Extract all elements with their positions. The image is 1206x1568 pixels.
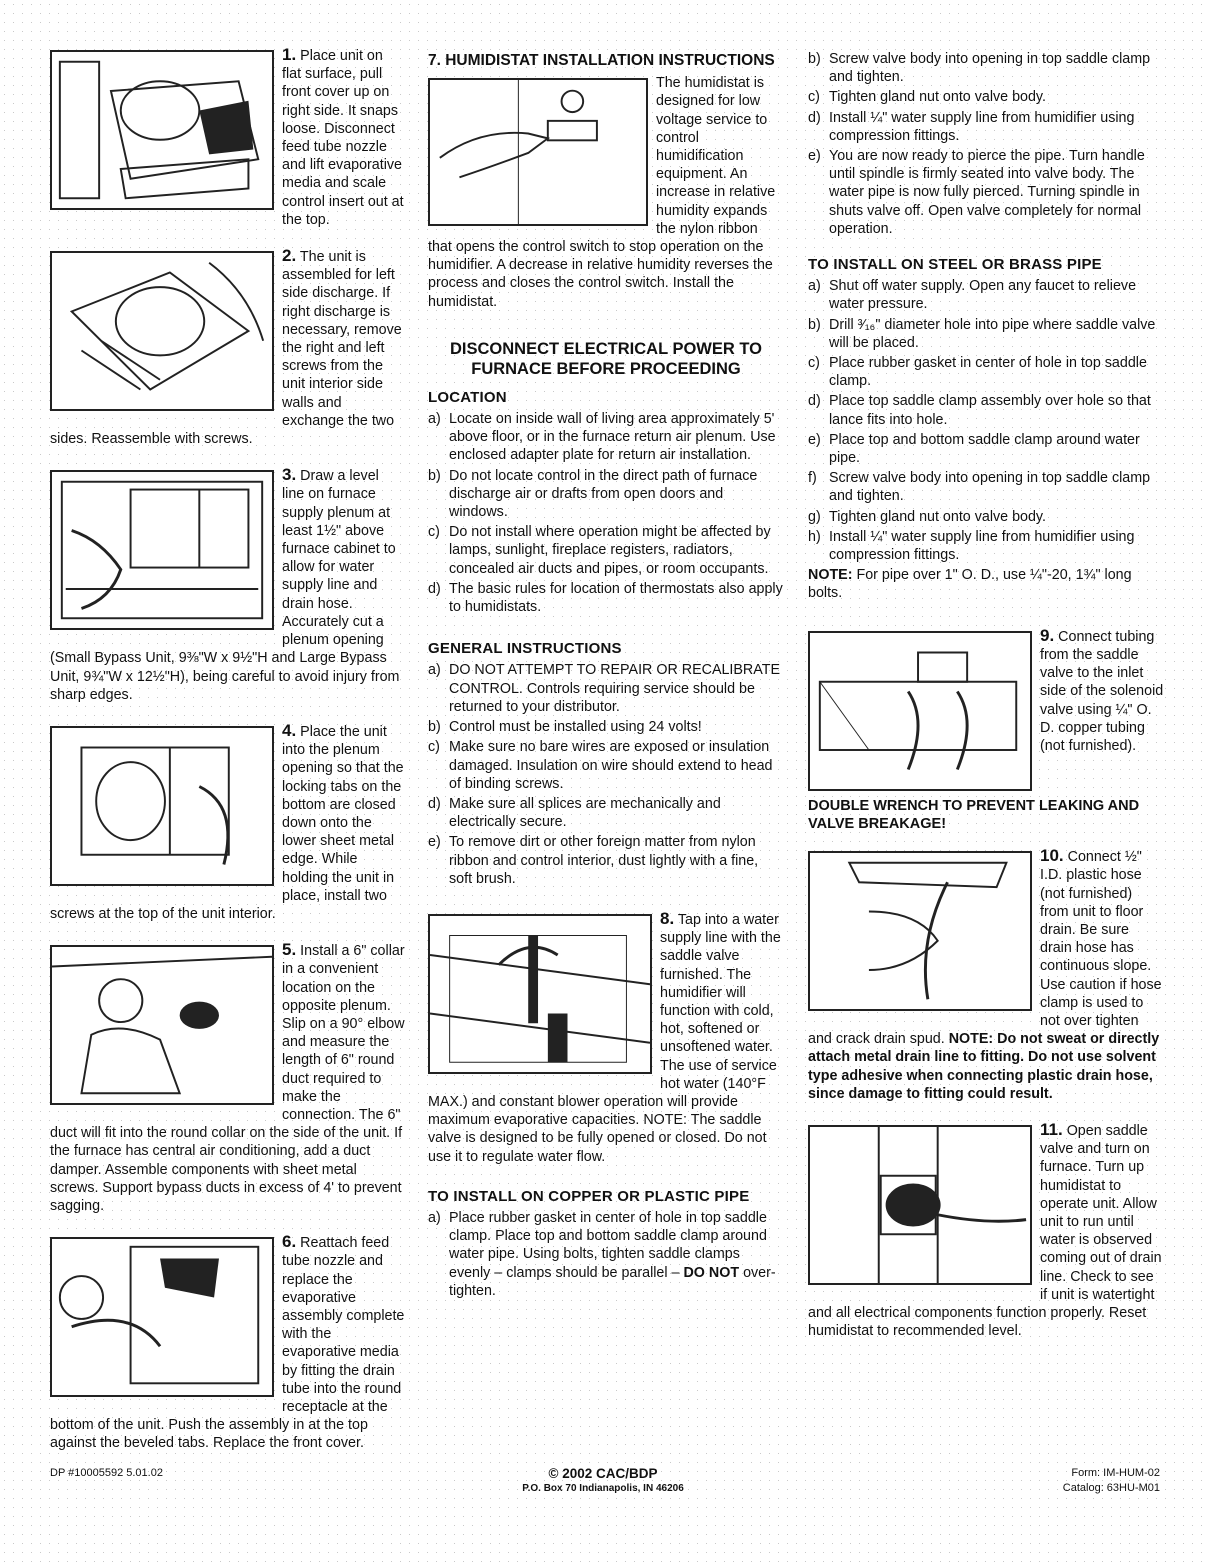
step-10 xyxy=(808,847,1164,1103)
step-2-number: 2. xyxy=(282,247,297,266)
power-warning: DISCONNECT ELECTRICAL POWER TO FURNACE BEFORE PROCEEDING xyxy=(450,339,762,378)
column-middle xyxy=(428,46,784,1302)
step-6-number: 6. xyxy=(282,1233,297,1252)
location-item: d) The basic rules for location of thermostats also apply to humidistats. xyxy=(428,580,783,616)
step-3-illustration xyxy=(50,470,274,630)
steel-item: d) Place top saddle clamp assembly over hole so that lance fits into hole. xyxy=(808,393,1151,428)
location-item: b) Do not locate control in the direct path of furnace discharge air or drafts from open doors and windows. xyxy=(428,467,758,521)
copper-item: e) You are now ready to pierce the pipe. Turn handle until spindle is firmly seated into valve body. The water pipe is now fully pierced. Turning spindle in shuts valve off. Open valve completely for normal operation. xyxy=(808,148,1145,237)
step-6 xyxy=(50,1233,405,1452)
step-3-number: 3. xyxy=(282,466,297,485)
steel-item: c) Place rubber gasket in center of hole in top saddle clamp. xyxy=(808,355,1147,390)
general-item: d) Make sure all splices are mechanically and electrically secure. xyxy=(428,795,721,831)
location-list xyxy=(428,410,784,616)
steel-item: h) Install ¼" water supply line from humidifier using compression fittings. xyxy=(808,528,1135,564)
copper-item: d) Install ¼" water supply line from humidifier using compression fittings. xyxy=(808,109,1135,144)
step-1-illustration xyxy=(50,50,274,210)
humidistat-title: 7. HUMIDISTAT INSTALLATION INSTRUCTIONS xyxy=(428,52,775,69)
general-item: e) To remove dirt or other foreign matter from nylon ribbon and control interior, dust lightly with a fine, soft brush. xyxy=(428,834,759,887)
step-4-text: Place the unit into the plenum opening so that the locking tabs on the bottom are closed down onto the lower sheet metal edge. While holding the unit in place, install two screws at the top of the unit interior. xyxy=(50,723,404,922)
step-7-text: The humidistat is designed for low voltage service to control humidification equipment. An increase in relative humidity expands the nylon ribbon that opens the control switch to stop operation on the humidifier. A decrease in relative humidity reverses the process and closes the control switch. Install the humidistat. xyxy=(428,75,776,310)
step-8-number: 8. xyxy=(660,909,675,928)
step-8-text: Tap into a water supply line with the saddle valve furnished. The humidifier will function with cold, hot, softened or unsoftened water. The use of service hot water (140°F MAX.) and constant blower operation will provide maximum evaporative capacities. NOTE: The saddle valve is designed to be fully opened or closed. Do not use it to regulate water flow. xyxy=(428,911,781,1165)
steel-list xyxy=(808,277,1164,564)
steel-item: e) Place top and bottom saddle clamp around water pipe. xyxy=(808,431,1140,467)
step-4-number: 4. xyxy=(282,721,297,740)
step-8-illustration xyxy=(428,914,652,1074)
step-7 xyxy=(428,74,784,311)
general-list xyxy=(428,661,784,887)
copper-item: c) Tighten gland nut onto valve body. xyxy=(808,89,1046,106)
column-left xyxy=(50,46,405,1471)
copper-list xyxy=(428,1209,784,1300)
step-3 xyxy=(50,466,405,704)
general-heading: GENERAL INSTRUCTIONS xyxy=(428,640,622,658)
catalog-number: Catalog: 63HU-M01 xyxy=(1062,1482,1160,1494)
steel-item: b) Drill ³⁄₁₆" diameter hole into pipe where saddle valve will be placed. xyxy=(808,316,1156,351)
step-1 xyxy=(50,46,405,229)
location-item: c) Do not install where operation might be affected by lamps, sunlight, fireplace registers, radiators, concealed air ducts and pipes, or room occupants. xyxy=(428,524,771,577)
footer-copyright xyxy=(450,1466,756,1496)
double-wrench-warning: DOUBLE WRENCH TO PREVENT LEAKING AND VALVE BREAKAGE! xyxy=(808,797,1140,832)
step-11-text: Open saddle valve and turn on furnace. Turn up humidistat to operate unit. Allow unit to run until water is observed coming out of drain line. Check to see if unit is watertight and all electrical components function properly. Reset humidistat to recommended level. xyxy=(808,1122,1162,1340)
step-4 xyxy=(50,722,405,923)
step-9-text: Connect tubing from the saddle valve to the inlet side of the solenoid valve using ¼" O. D. copper tubing (not furnished). xyxy=(1040,628,1164,754)
step-10-text: Connect ½" I.D. plastic hose (not furnished) from unit to floor drain. Be sure drain hose has continuous slope. Use caution if hose clamp is used to not over tighten and crack drain spud. xyxy=(808,849,1162,1048)
location-heading: LOCATION xyxy=(428,388,507,406)
step-6-text: Reattach feed tube nozzle and replace the evaporative assembly complete with the evaporative media by fitting the drain tube into the round receptacle at the bottom of the unit. Push the assembly in at the top against the beveled tabs. Replace the front cover. xyxy=(50,1235,405,1452)
step-6-illustration xyxy=(50,1237,274,1397)
step-11-illustration xyxy=(808,1125,1032,1285)
step-5-illustration xyxy=(50,945,274,1105)
copper-item: a) Place rubber gasket in center of hole in top saddle clamp. Place top and bottom saddle clamp around water pipe. Using bolts, tighten saddle clamps evenly – clamps should be parallel – DO NOT over-tighten. xyxy=(428,1209,776,1299)
general-item: c) Make sure no bare wires are exposed or insulation damaged. Insulation on wire should extend to head of binding screws. xyxy=(428,739,773,792)
step-10-note: NOTE: Do not sweat or directly attach metal drain line to fitting. Do not use solvent type adhesive when connecting plastic drain hose, since damage to fitting could result. xyxy=(808,1031,1160,1102)
copper-heading: TO INSTALL ON COPPER OR PLASTIC PIPE xyxy=(428,1187,750,1205)
step-1-text: Place unit on flat surface, pull front cover up on right side. It snaps loose. Disconnect feed tube nozzle and lift evaporative media and scale control insert out at the top. xyxy=(282,48,404,228)
step-5-number: 5. xyxy=(282,941,297,960)
location-item: a) Locate on inside wall of living area approximately 5' above floor, or in the furnace return air plenum. Use enclosed adapter plate for return air installation. xyxy=(428,411,776,464)
steel-item: f) Screw valve body into opening in top saddle clamp and tighten. xyxy=(808,470,1151,505)
general-item: b) Control must be installed using 24 volts! xyxy=(428,719,702,736)
step-2-illustration xyxy=(50,251,274,411)
address-line: P.O. Box 70 Indianapolis, IN 46206 xyxy=(522,1483,684,1494)
footer-form-catalog xyxy=(1063,1466,1160,1496)
step-9-illustration xyxy=(808,631,1032,791)
step-11-number: 11. xyxy=(1040,1120,1063,1139)
footer-doc-id: DP #10005592 5.01.02 xyxy=(50,1467,163,1479)
step-7-illustration xyxy=(428,78,648,226)
step-9 xyxy=(808,627,1164,795)
step-3-text: Draw a level line on furnace supply plenum at least 1½" above furnace cabinet to allow for water supply line and drain hose. Accurately cut a plenum opening (Small Bypass Unit, 9⅜"W x 9½"H and Large Bypass Unit, 9¾"W x 12½"H), being careful to avoid injury from sharp edges. xyxy=(50,468,400,703)
step-1-number: 1. xyxy=(282,46,297,64)
copper-list-continued xyxy=(808,50,1164,238)
step-11 xyxy=(808,1121,1164,1340)
step-10-number: 10. xyxy=(1040,847,1064,866)
step-5-text: Install a 6" collar in a convenient location on the opposite plenum. Slip on a 90° elbow and measure the length of 6" round duct required to make the connection. The 6" duct will fit into the round collar on the side of the unit. If the furnace has central air conditioning, add a duct damper. Assemble components with sheet metal screws. Support bypass ducts in excess of 4' to prevent sagging. xyxy=(50,943,405,1214)
steel-note: NOTE: For pipe over 1" O. D., use ¼"-20, 1¾" long bolts. xyxy=(808,567,1132,602)
step-4-illustration xyxy=(50,726,274,886)
step-10-illustration xyxy=(808,851,1032,1011)
copper-item: b) Screw valve body into opening in top saddle clamp and tighten. xyxy=(808,51,1151,86)
step-9-number: 9. xyxy=(1040,626,1055,645)
step-2-text: The unit is assembled for left side discharge. If right discharge is necessary, remove the right and left screws from the unit interior side walls and exchange the two sides. Reassemble with screws. xyxy=(50,249,402,448)
step-8 xyxy=(428,910,784,1166)
step-5 xyxy=(50,941,405,1215)
copyright-line: © 2002 CAC/BDP xyxy=(548,1466,658,1481)
form-number: Form: IM-HUM-02 xyxy=(1071,1467,1160,1479)
step-2 xyxy=(50,247,405,448)
general-item: a) DO NOT ATTEMPT TO REPAIR OR RECALIBRATE CONTROL. Controls requiring service should be returned to your distributor. xyxy=(428,662,781,715)
steel-heading: TO INSTALL ON STEEL OR BRASS PIPE xyxy=(808,256,1102,274)
column-right xyxy=(808,46,1164,1358)
steel-item: a) Shut off water supply. Open any faucet to relieve water pressure. xyxy=(808,278,1137,313)
steel-item: g) Tighten gland nut onto valve body. xyxy=(808,508,1046,525)
